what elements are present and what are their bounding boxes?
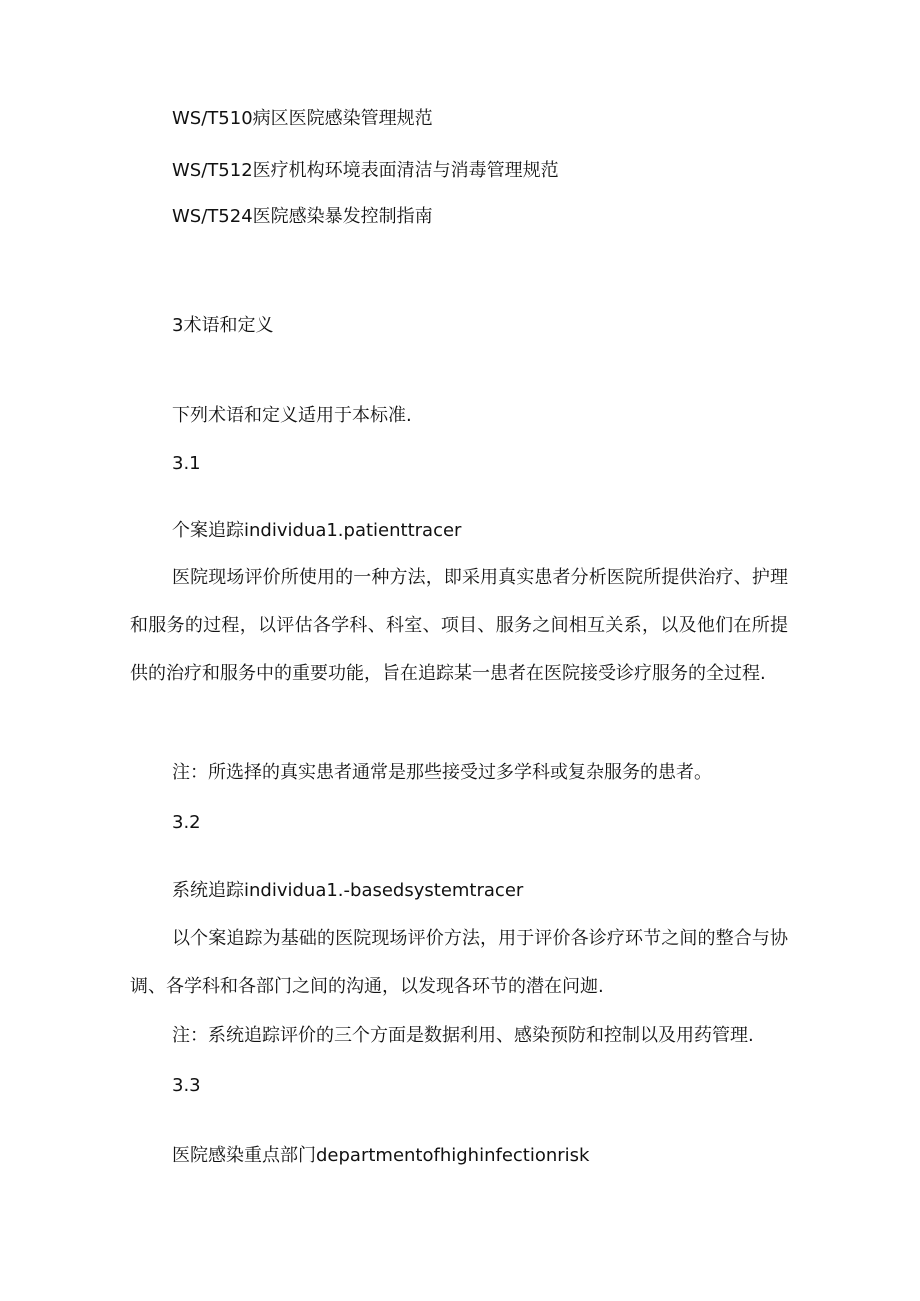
reference-ws-t510: WS/T510病区医院感染管理规范 — [172, 108, 433, 129]
section-intro: 下列术语和定义适用于本标准. — [172, 405, 412, 426]
term-definition-3-1: 医院现场评价所使用的一种方法，即采用真实患者分析医院所提供治疗、护理和服务的过程，以评估各学科、科室、项目、服务之间相互关系，以及他们在所提供的治疗和服务中的重要功能，旨在追踪某一患者在医院接受诊疗服务的全过程. — [130, 567, 788, 684]
section-heading: 3术语和定义 — [172, 315, 274, 336]
term-definition-3-2: 以个案追踪为基础的医院现场评价方法，用于评价各诊疗环节之间的整合与协调、各学科和各部门之间的沟通，以发现各环节的潜在问迦. — [130, 928, 788, 997]
reference-ws-t524: WS/T524医院感染暴发控制指南 — [172, 206, 433, 227]
term-note-3-1: 注：所选择的真实患者通常是那些接受过多学科或复杂服务的患者。 — [172, 762, 712, 783]
term-number-3-1: 3.1 — [172, 453, 201, 474]
term-title-3-2: 系统追踪individua1.-basedsystemtracer — [172, 880, 524, 901]
term-title-3-1: 个案追踪individua1.patienttracer — [172, 520, 462, 541]
term-number-3-3: 3.3 — [172, 1075, 201, 1096]
term-note-3-2: 注：系统追踪评价的三个方面是数据利用、感染预防和控制以及用药管理. — [172, 1025, 754, 1046]
reference-ws-t512: WS/T512医疗机构环境表面清洁与消毒管理规范 — [172, 160, 559, 181]
term-title-3-3: 医院感染重点部门departmentofhighinfectionrisk — [172, 1145, 590, 1166]
term-number-3-2: 3.2 — [172, 812, 201, 833]
